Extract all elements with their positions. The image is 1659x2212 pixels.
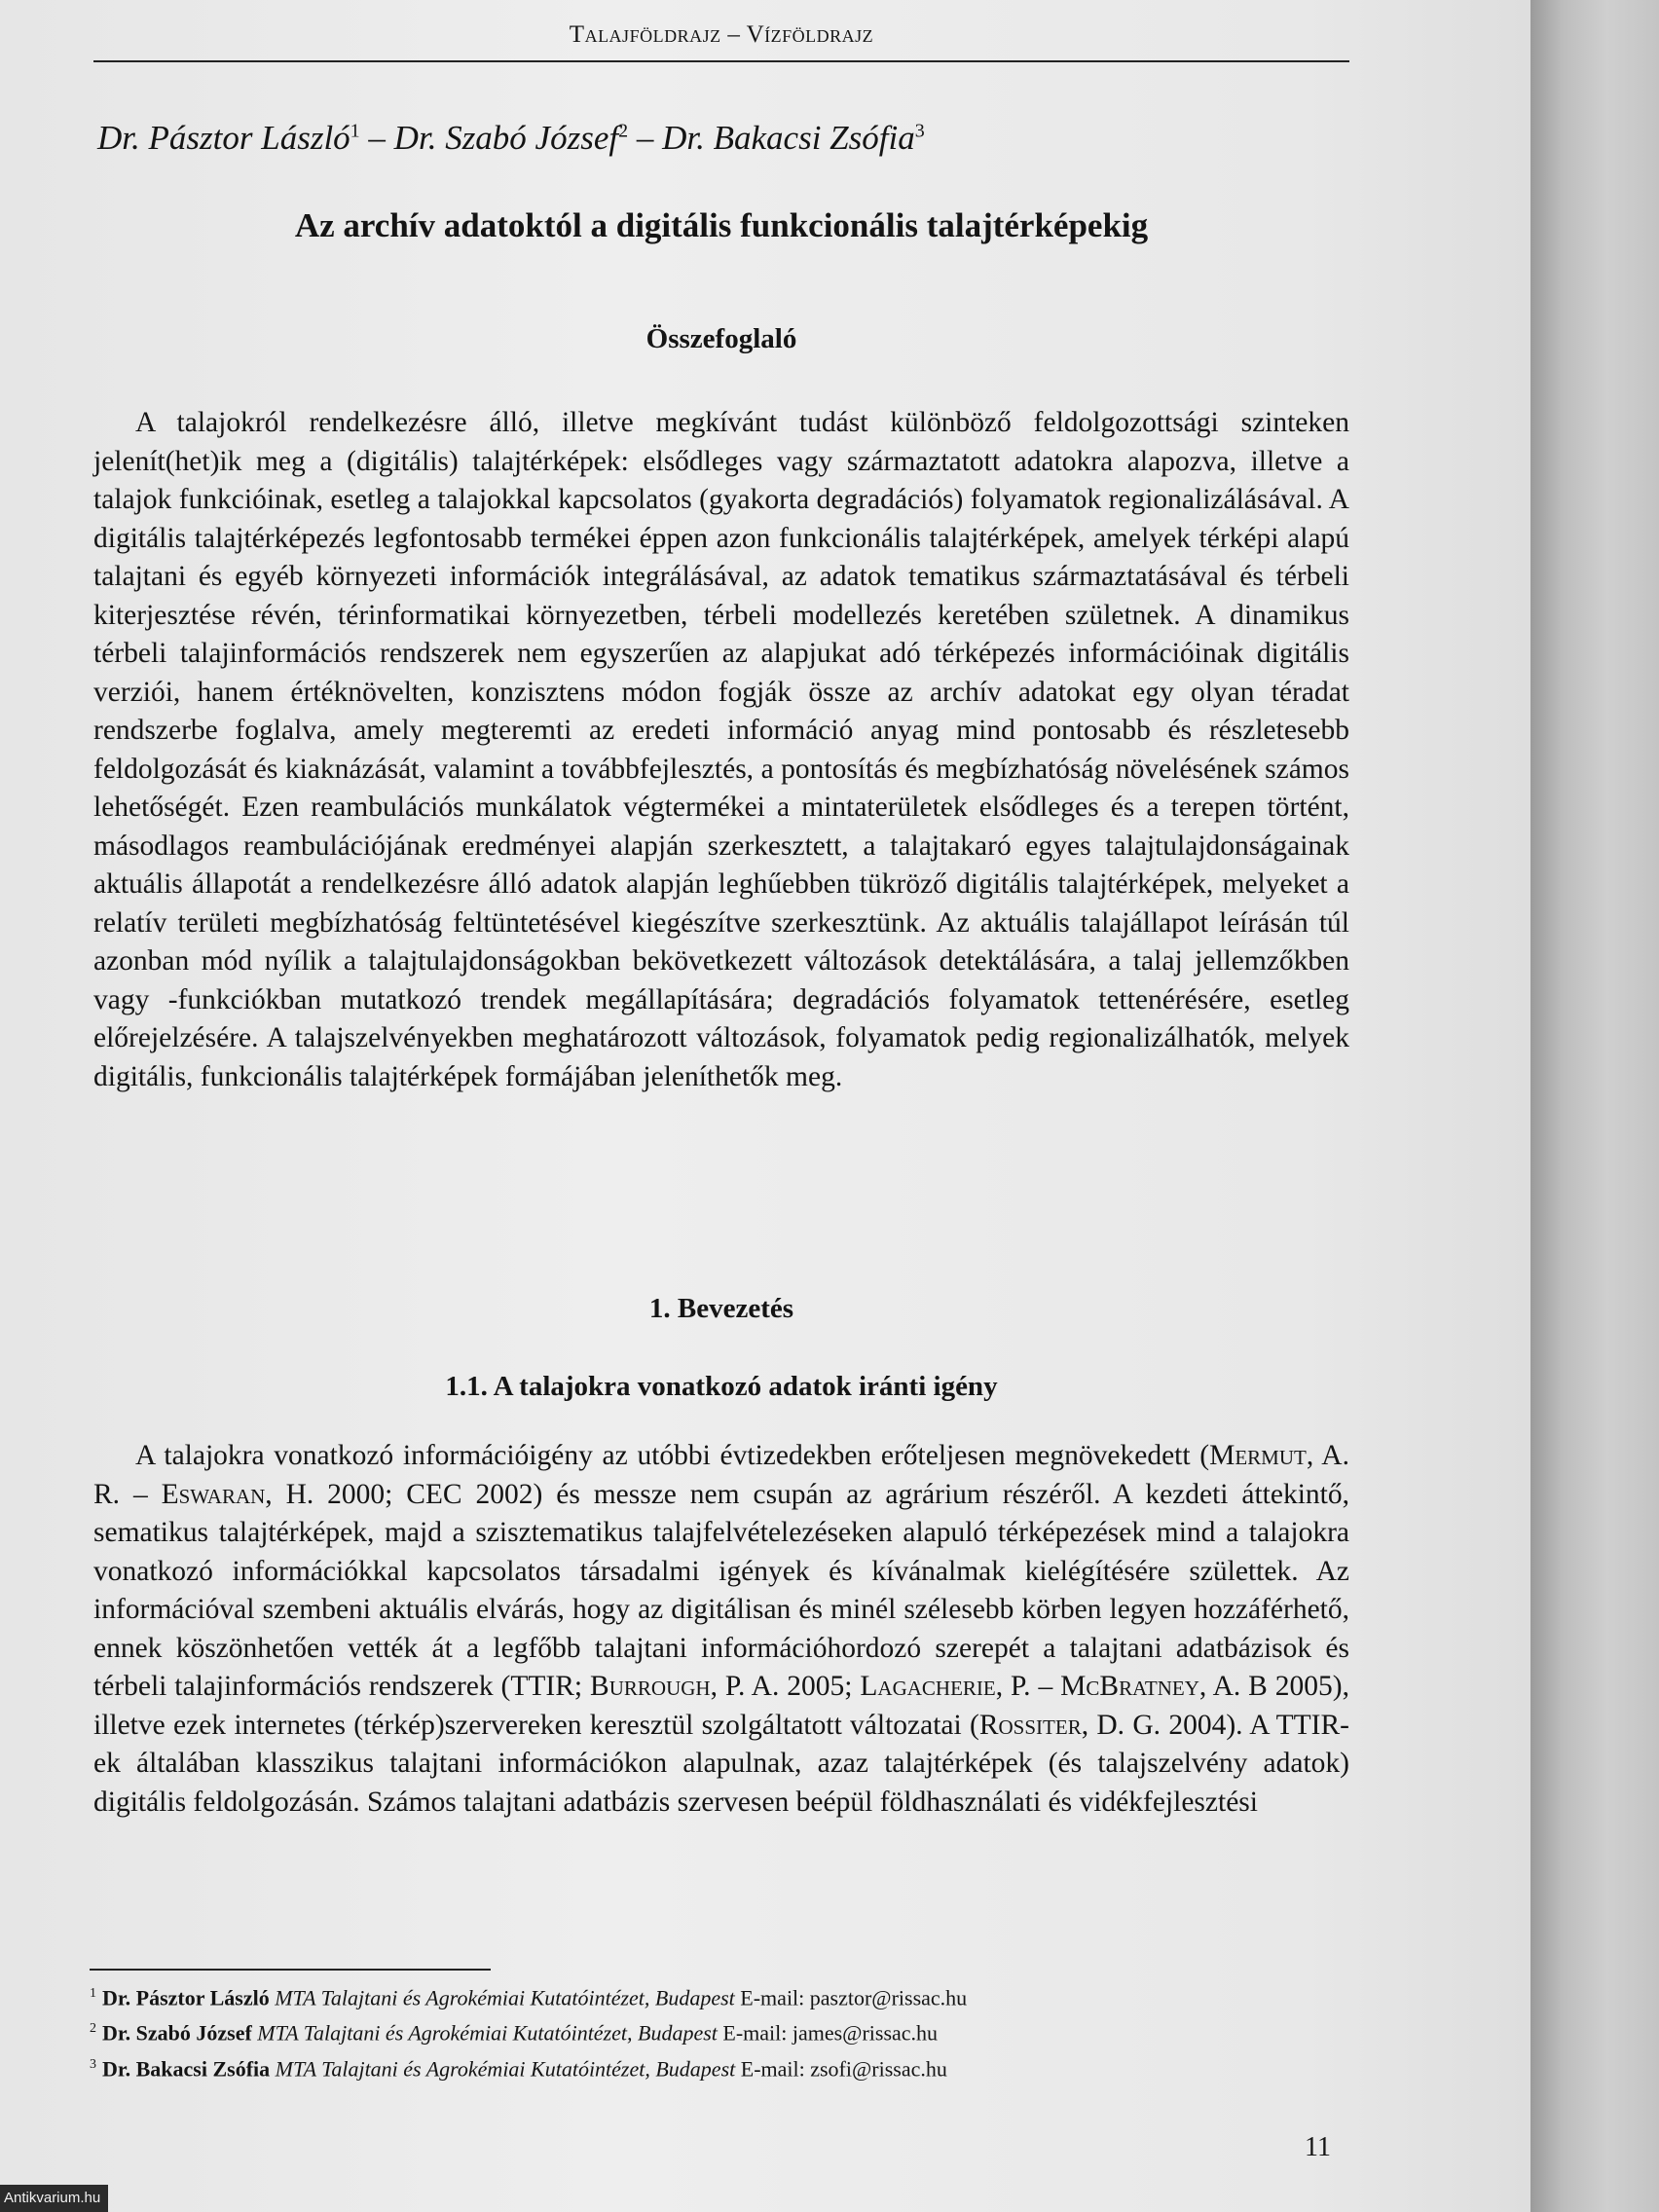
author-2: Dr. Szabó József (393, 119, 619, 157)
footnote-author: Dr. Szabó József (102, 2020, 252, 2046)
citation: Mermut, A. R. – Eswaran, H. (93, 1440, 1349, 1510)
footnote-mark: 2 (90, 2021, 96, 2037)
footnote-institution: MTA Talajtani és Agrokémiai Kutatóintézet, Budapest (275, 2055, 736, 2081)
footnote-rule (90, 1969, 491, 1971)
intro-paragraph (93, 1437, 1349, 1822)
header-rule (93, 60, 1349, 62)
footnote-institution: MTA Talajtani és Agrokémiai Kutatóintézet, Budapest (275, 1985, 735, 2010)
citation: Rossiter, D. G. (978, 1709, 1161, 1741)
footnote (90, 1978, 1346, 2013)
footnote (90, 2049, 1346, 2084)
author-1-mark: 1 (350, 120, 360, 142)
intro-text: 2000; CEC 2002) és messze nem csupán az agrárium részéről. A kezdeti áttekintő, sematikus talajtérképek, majd a szisztematikus talajfelvételezéseken alapuló térképezések mind a talajokra vonatkozó információkkal kapcsolatos társadalmi igények és kívánalmak kielégítésére születtek. Az információval szembeni aktuális elvárás, hogy az digitálisan és minél szélesebb körben legyen hozzáférhető, ennek köszönhetően vették át a legfőbb talajtani információhordozó szerepét a talajtani adatbázisok és térbeli talajinformációs rendszerek (TTIR; (93, 1478, 1349, 1702)
footnote-institution: MTA Talajtani és Agrokémiai Kutatóintézet, Budapest (257, 2020, 718, 2046)
watermark: Antikvarium.hu (0, 2185, 108, 2212)
citation: Lagacherie, P. – McBratney, A. B (860, 1671, 1268, 1702)
author-3-mark: 3 (914, 120, 925, 142)
author-separator: – (628, 119, 663, 157)
footnotes (90, 1978, 1346, 2084)
author-separator: – (359, 119, 394, 157)
intro-text: 2005), illetve ezek internetes (térkép)szervereken keresztül szolgáltatott változatai ( (93, 1671, 1349, 1741)
footnote-email: E-mail: james@rissac.hu (722, 2020, 939, 2046)
citation: Burrough, P. A. (590, 1671, 780, 1702)
page-edge-shadow (1530, 0, 1659, 2212)
author-2-mark: 2 (618, 120, 629, 142)
intro-text: 2005; (779, 1671, 861, 1702)
footnote-email: E-mail: pasztor@rissac.hu (740, 1985, 968, 2010)
author-3: Dr. Bakacsi Zsófia (662, 119, 915, 157)
section-heading: 1. Bevezetés (648, 1293, 794, 1324)
abstract-text: A talajokról rendelkezésre álló, illetve megkívánt tudást különböző feldolgozottsági szinteken jelenít(het)ik meg a (digitális) talajtérképek: elsődleges vagy származtatott adatokra alapozva, illetve a talajok funkcióinak, esetleg a talajokkal kapcsolatos (gyakorta degradációs) folyamatok regionalizálásával. A digitális talajtérképezés legfontosabb termékei éppen azon funkcionális talajtérképek, amelyek térképi alapú talajtani és egyéb környezeti információk integrálásával, az adatok tematikus származtatásával és térbeli kiterjesztése révén, térinformatikai környezetben, térbeli modellezés keretében születnek. A dinamikus térbeli talajinformációs rendszerek nem egyszerűen az alapjukat adó térképezés információinak digitális verziói, hanem értéknövelten, konzisztens módon fogják össze az archív adatokat egy olyan téradat rendszerbe foglalva, amely megteremti az eredeti információ anyag mind pontosabb és részletesebb feldolgozását és kiaknázását, valamint a továbbfejlesztés, a pontosítás és megbízhatóság növelésének számos lehetőségét. Ezen reambulációs munkálatok végtermékei a mintaterületek elsődleges és a terepen történt, másodlagos reambulációjának eredményei alapján szerkesztett, a talajtakaró egyes talajtulajdonságainak aktuális állapotát a rendelkezésre álló adatok alapján leghűebben tükröző digitális talajtérképek, melyeket a relatív területi megbízhatóság feltüntetésével kiegészítve szerkesztünk. Az aktuális talajállapot leírásán túl azonban mód nyílik a talajtulajdonságokban bekövetkezett változások detektálására, a talaj jellemzőkben vagy -funkciókban mutatkozó trendek megállapítására; degradációs folyamatok tettenérésére, esetleg előrejelzésére. A talajszelvényekben meghatározott változások, folyamatok pedig regionalizálhatók, melyek digitális, funkcionális talajtérképek formájában jeleníthetők meg. (93, 407, 1349, 1092)
footnote-mark: 3 (90, 2056, 96, 2072)
author-line (97, 119, 1363, 158)
article-title: Az archív adatoktól a digitális funkcionális talajtérképekig (294, 206, 1149, 244)
abstract-heading: Összefoglaló (645, 323, 797, 354)
footnote-author: Dr. Bakacsi Zsófia (102, 2055, 271, 2081)
page-number: 11 (1305, 2132, 1331, 2162)
running-head: Talajföldrajz – Vízföldrajz (569, 21, 874, 48)
footnote (90, 2013, 1346, 2048)
intro-text: 2004). A TTIR-ek általában klasszikus talajtani információkon alapulnak, azaz talajtérképek (és talajszelvény adatok) digitális feldolgozásán. Számos talajtani adatbázis szervesen beépül földhasználati és vidékfejlesztési (93, 1709, 1349, 1818)
footnote-email: E-mail: zsofi@rissac.hu (740, 2055, 947, 2081)
footnote-author: Dr. Pásztor László (102, 1985, 270, 2010)
intro-text: A talajokra vonatkozó információigény az utóbbi évtizedekben erőteljesen megnövekedett ( (135, 1440, 1210, 1471)
author-1: Dr. Pásztor László (97, 119, 350, 157)
subsection-heading: 1.1. A talajokra vonatkozó adatok iránti igény (445, 1371, 998, 1402)
footnote-mark: 1 (90, 1986, 96, 2001)
